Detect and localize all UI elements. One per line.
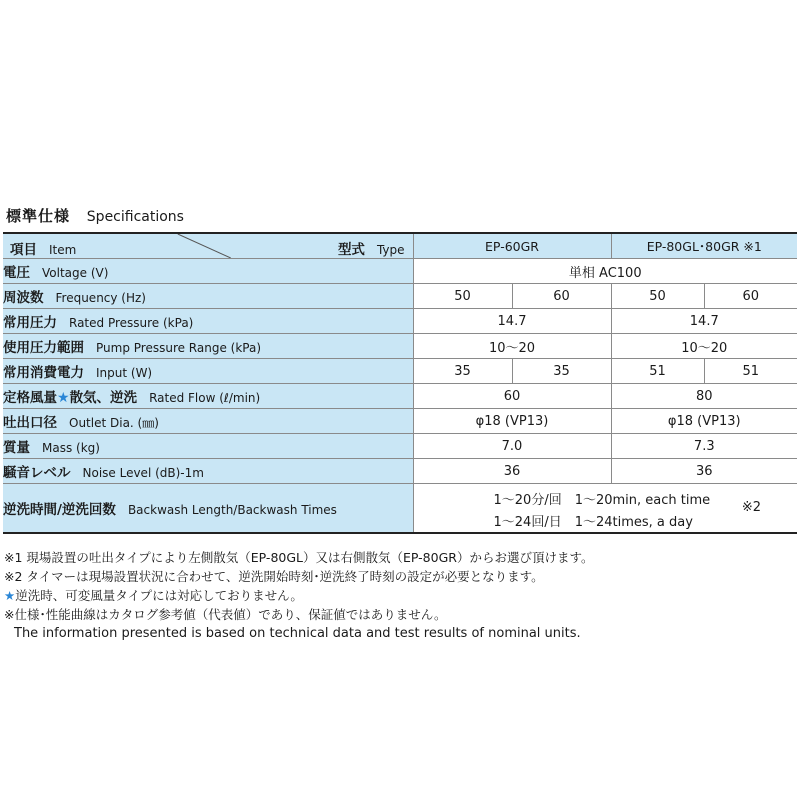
row-label-ja: 使用圧力範囲 [3, 340, 84, 356]
row-label-voltage [3, 259, 413, 284]
row-label-en: Rated Pressure (kPa) [69, 316, 194, 330]
row-label-en: Mass (kg) [42, 441, 100, 455]
row-label-en: Frequency (Hz) [55, 291, 146, 305]
row-label-rated-flow [3, 384, 413, 409]
table-row [3, 434, 797, 459]
star-icon: ★ [4, 588, 16, 603]
footnote-2: ※2 タイマーは現場設置状況に合わせて、逆洗開始時刻･逆洗終了時刻の設定が必要となります。 [4, 569, 544, 584]
outlet-value: φ18 (VP13) [611, 409, 797, 434]
row-label-en: Pump Pressure Range (kPa) [96, 341, 262, 355]
row-label-en: Voltage (V) [42, 266, 109, 280]
rated-flow-value: 60 [413, 384, 611, 409]
star-icon: ★ [57, 390, 70, 406]
table-row [3, 459, 797, 484]
section-title-en: Specifications [86, 209, 184, 225]
row-label-ja: 定格風量 [3, 390, 57, 406]
row-label-ja-sub: 散気、逆洗 [69, 390, 138, 406]
mass-value: 7.3 [611, 434, 797, 459]
row-label-mass [3, 434, 413, 459]
footnote-4: ※仕様･性能曲線はカタログ参考値（代表値）であり、保証値ではありません。 [4, 607, 447, 622]
footnote-disclaimer-en: The information presented is based on technical data and test results of nominal units. [14, 626, 581, 641]
footnote-3 [4, 586, 794, 605]
backwash-times: 1～24回/日 1～24times, a day [493, 515, 693, 530]
frequency-value: 60 [704, 284, 797, 309]
section-title-ja: 標準仕様 [6, 207, 71, 225]
header-model-1: EP-60GR [413, 233, 611, 259]
footnote-1: ※1 現場設置の吐出タイプにより左側散気（EP-80GL）又は右側散気（EP-80GR）からお選び頂けます。 [4, 550, 594, 565]
input-value: 35 [413, 359, 512, 384]
table-row [3, 409, 797, 434]
table-row [3, 384, 797, 409]
rated-pressure-value: 14.7 [413, 309, 611, 334]
noise-value: 36 [413, 459, 611, 484]
row-label-noise [3, 459, 413, 484]
rated-flow-value: 80 [611, 384, 797, 409]
row-label-rated-pressure [3, 309, 413, 334]
table-row [3, 259, 797, 284]
row-label-ja: 常用圧力 [3, 315, 57, 331]
footnotes [4, 548, 794, 643]
row-label-ja: 常用消費電力 [3, 365, 84, 381]
table-row [3, 284, 797, 309]
row-label-ja: 逆洗時間/逆洗回数 [3, 502, 116, 518]
frequency-value: 50 [413, 284, 512, 309]
row-label-en: Backwash Length/Backwash Times [127, 503, 337, 517]
row-label-backwash [3, 484, 413, 534]
header-model-2: EP-80GL･80GR ※1 [611, 233, 797, 259]
table-row [3, 484, 797, 534]
backwash-length: 1～20分/回 1～20min, each time [493, 493, 711, 508]
header-item-type-cell [3, 233, 413, 259]
voltage-value: 単相 AC100 [413, 259, 797, 284]
header-type-ja: 型式 [337, 242, 365, 258]
noise-value: 36 [611, 459, 797, 484]
row-label-outlet [3, 409, 413, 434]
table-header-row [3, 233, 797, 259]
header-type [338, 238, 405, 258]
row-label-en: Outlet Dia. (㎜) [69, 416, 159, 430]
table-row [3, 309, 797, 334]
row-label-ja: 騒音レベル [3, 465, 71, 481]
pressure-range-value: 10～20 [611, 334, 797, 359]
footnote-3-text: 逆洗時、可変風量タイプには対応しておりません。 [15, 588, 303, 603]
row-label-ja: 吐出口径 [3, 415, 57, 431]
row-label-ja: 質量 [3, 440, 30, 456]
header-item [10, 238, 76, 258]
header-item-ja: 項目 [10, 242, 37, 258]
row-label-ja: 周波数 [3, 290, 44, 306]
row-label-en: Input (W) [96, 366, 153, 380]
backwash-value-cell [413, 484, 797, 534]
row-label-pressure-range [3, 334, 413, 359]
section-title [6, 205, 184, 226]
row-label-ja: 電圧 [3, 265, 30, 281]
table-row [3, 334, 797, 359]
spec-table [3, 232, 797, 534]
frequency-value: 60 [512, 284, 611, 309]
input-value: 35 [512, 359, 611, 384]
backwash-note-marker: ※2 [741, 500, 762, 515]
table-row [3, 359, 797, 384]
frequency-value: 50 [611, 284, 704, 309]
row-label-frequency [3, 284, 413, 309]
row-label-en: Noise Level (dB)-1m [82, 466, 204, 480]
header-type-en: Type [376, 243, 405, 257]
outlet-value: φ18 (VP13) [413, 409, 611, 434]
header-item-en: Item [49, 243, 77, 257]
row-label-en: Rated Flow (ℓ/min) [149, 391, 261, 405]
row-label-input [3, 359, 413, 384]
mass-value: 7.0 [413, 434, 611, 459]
rated-pressure-value: 14.7 [611, 309, 797, 334]
input-value: 51 [704, 359, 797, 384]
input-value: 51 [611, 359, 704, 384]
pressure-range-value: 10～20 [413, 334, 611, 359]
